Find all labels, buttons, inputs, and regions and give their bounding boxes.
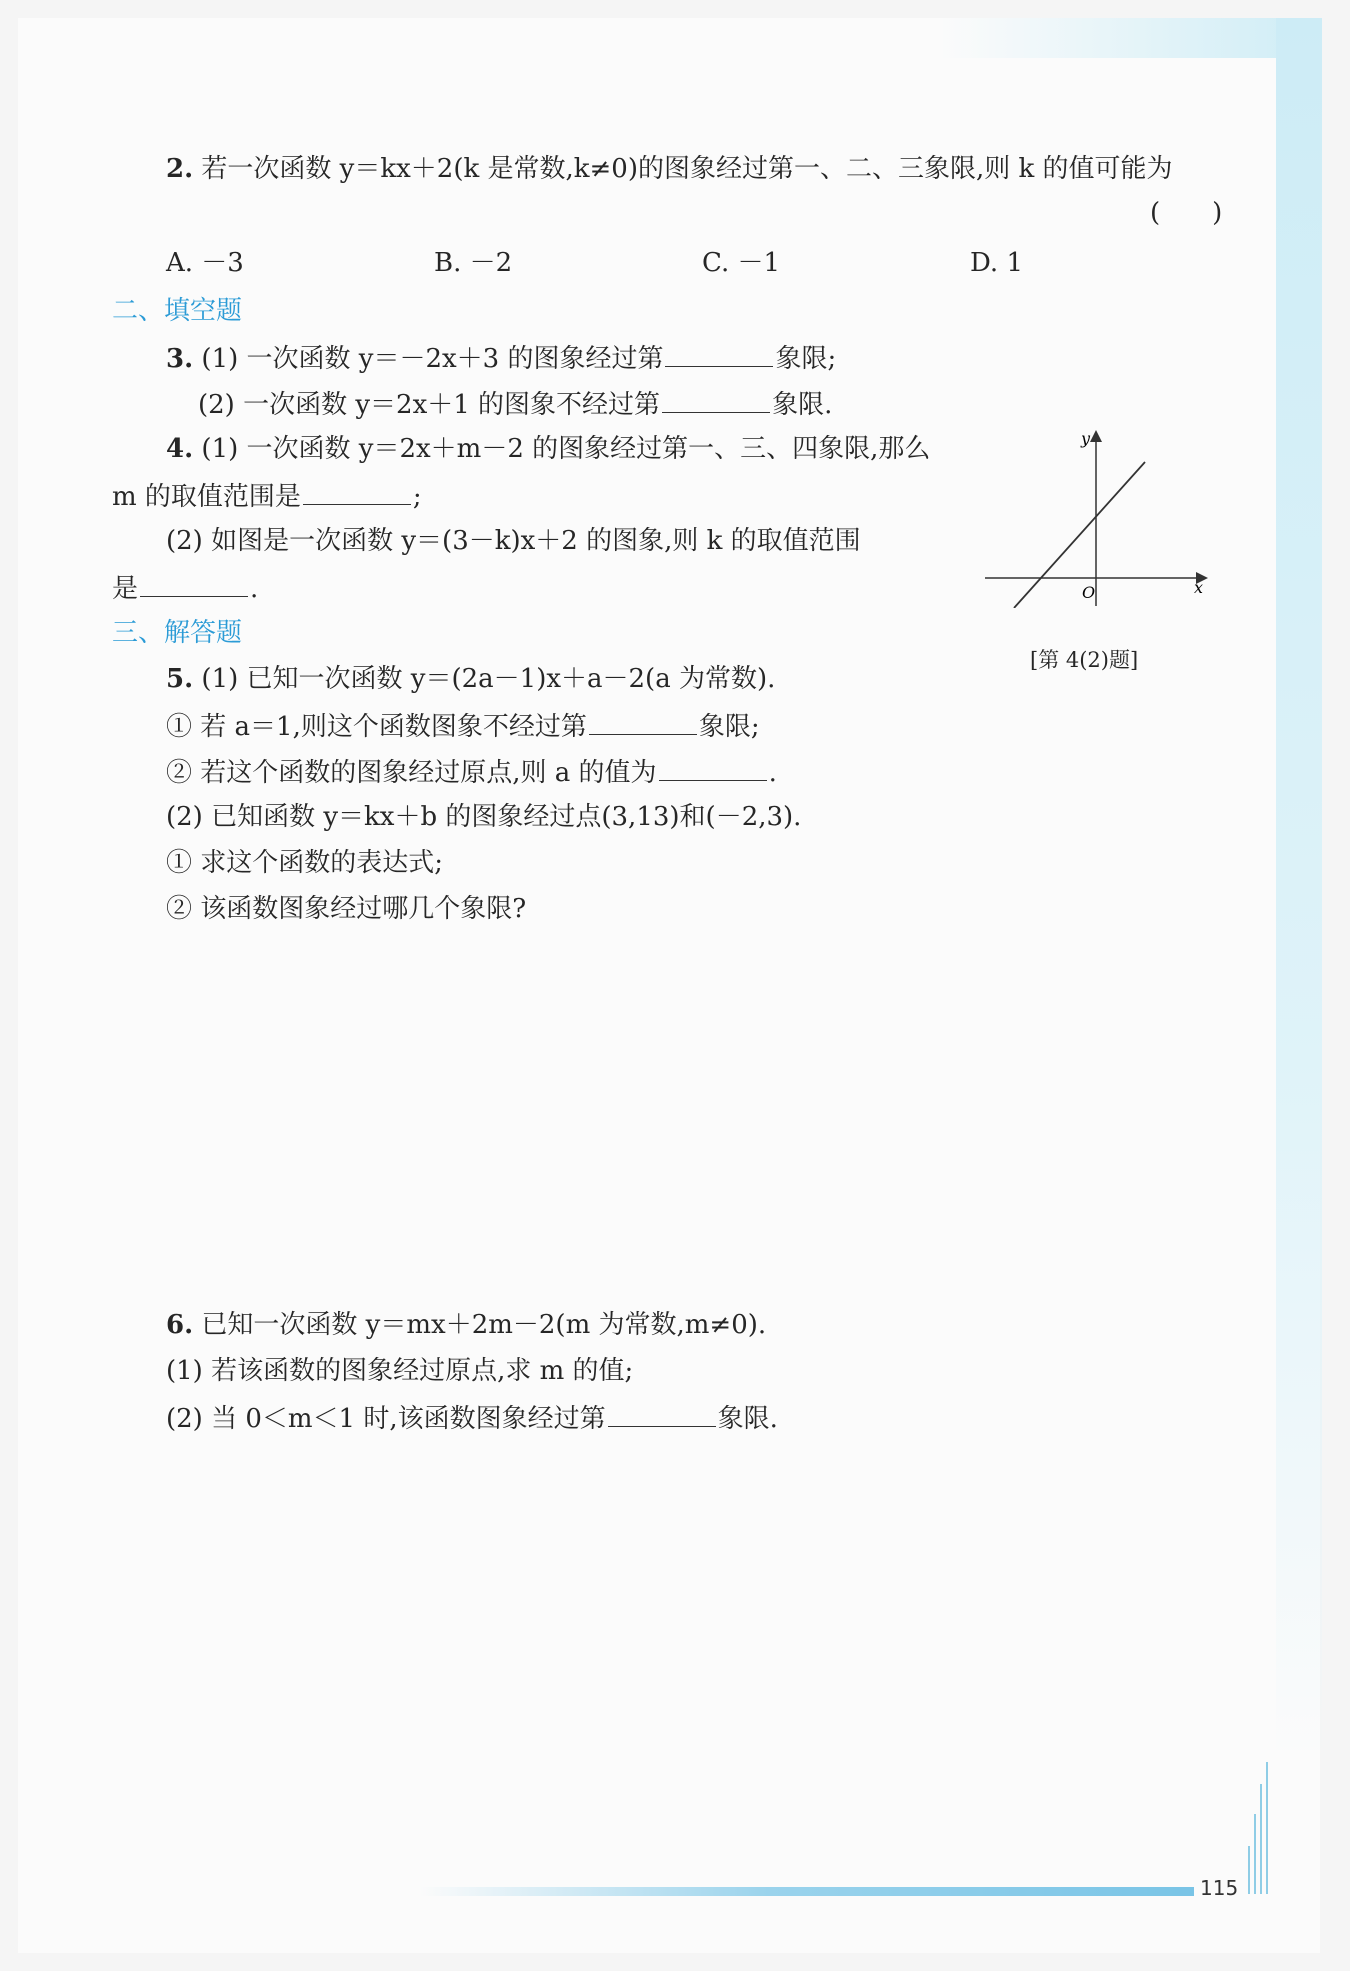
q2-option-a: A. －3: [166, 248, 244, 278]
page-number: 115: [1200, 1876, 1239, 1900]
y-axis-label: y: [1081, 429, 1091, 448]
q4-part1-line1: [166, 432, 930, 466]
figure-caption: [第 4(2)题]: [1030, 648, 1139, 672]
q3-part2-text: (2) 一次函数 y＝2x＋1 的图象不经过第: [198, 390, 661, 420]
q4-part1-suffix: ;: [412, 482, 422, 512]
origin-label: O: [1082, 583, 1096, 602]
q6-stem-text: 已知一次函数 y＝mx＋2m－2(m 为常数,m≠0).: [201, 1310, 767, 1340]
footer-color-bar: [420, 1887, 1194, 1896]
q4-part2-suffix: .: [250, 574, 259, 604]
q4-part1-text2: m 的取值范围是: [112, 482, 301, 512]
q2-option-c: C. －1: [702, 248, 781, 278]
q2-number: 2.: [166, 154, 194, 184]
q2-option-b: B. －2: [434, 248, 513, 278]
q2-answer-paren: ( ): [1150, 198, 1223, 228]
right-color-band: [1276, 18, 1322, 1758]
q4-part1-blank[interactable]: [303, 478, 411, 505]
q3-number: 3.: [166, 344, 194, 374]
q3-part1-suffix: 象限;: [775, 344, 837, 374]
x-axis-label: x: [1194, 578, 1204, 597]
q3-part2-blank[interactable]: [662, 386, 770, 413]
q6-number: 6.: [166, 1310, 194, 1340]
q5-part1-i-text: ① 若 a＝1,则这个函数图象不经过第: [166, 712, 587, 742]
q6-stem: [166, 1308, 766, 1342]
q3-part2-suffix: 象限.: [772, 390, 833, 420]
q5-part2-ii: ② 该函数图象经过哪几个象限?: [166, 894, 527, 924]
top-color-band: [940, 18, 1322, 58]
footer-tick-marks: [1248, 1762, 1270, 1894]
q3-part2: [198, 386, 832, 422]
q5-part1-ii-suffix: .: [768, 758, 777, 788]
q4-part2-blank[interactable]: [140, 570, 248, 597]
q6-part1: (1) 若该函数的图象经过原点,求 m 的值;: [166, 1356, 634, 1386]
q5-part1-ii: [166, 754, 777, 790]
q3-part1-blank[interactable]: [665, 340, 773, 367]
q5-part2: (2) 已知函数 y＝kx＋b 的图象经过点(3,13)和(－2,3).: [166, 802, 802, 832]
q5-part1-i-suffix: 象限;: [698, 712, 760, 742]
q2-stem: [166, 152, 1173, 186]
q3-part1: [166, 340, 836, 376]
q4-part1-text: (1) 一次函数 y＝2x＋m－2 的图象经过第一、三、四象限,那么: [201, 434, 931, 464]
q4-number: 4.: [166, 434, 194, 464]
q6-part2-text: (2) 当 0＜m＜1 时,该函数图象经过第: [166, 1404, 606, 1434]
q2-option-d: D. 1: [970, 248, 1023, 278]
q2-text: 若一次函数 y＝kx＋2(k 是常数,k≠0)的图象经过第一、二、三象限,则 k 的值可能为: [201, 154, 1173, 184]
q4-part2-line1: (2) 如图是一次函数 y＝(3－k)x＋2 的图象,则 k 的取值范围: [166, 526, 861, 556]
q5-part1-ii-blank[interactable]: [659, 754, 767, 781]
section-fill-blank: 二、填空题: [112, 296, 243, 326]
q6-part2-blank[interactable]: [608, 1400, 716, 1427]
q5-part1-text: (1) 已知一次函数 y＝(2a－1)x＋a－2(a 为常数).: [201, 664, 776, 694]
q6-part2: [166, 1400, 778, 1436]
q3-part1-text: (1) 一次函数 y＝－2x＋3 的图象经过第: [201, 344, 664, 374]
q4-part2-text2: 是: [112, 574, 139, 604]
q5-part1-ii-text: ② 若这个函数的图象经过原点,则 a 的值为: [166, 758, 657, 788]
q5-number: 5.: [166, 664, 194, 694]
q4-part2-line2: [112, 570, 258, 606]
q5-part1-i: [166, 708, 760, 744]
q4-part1-line2: [112, 478, 422, 514]
q4-graph-figure: [980, 428, 1220, 608]
q5-part1: [166, 662, 775, 696]
section-solve: 三、解答题: [112, 618, 243, 648]
q5-part1-i-blank[interactable]: [589, 708, 697, 735]
q5-part2-i: ① 求这个函数的表达式;: [166, 848, 444, 878]
q6-part2-suffix: 象限.: [717, 1404, 778, 1434]
function-line: [1014, 462, 1145, 608]
